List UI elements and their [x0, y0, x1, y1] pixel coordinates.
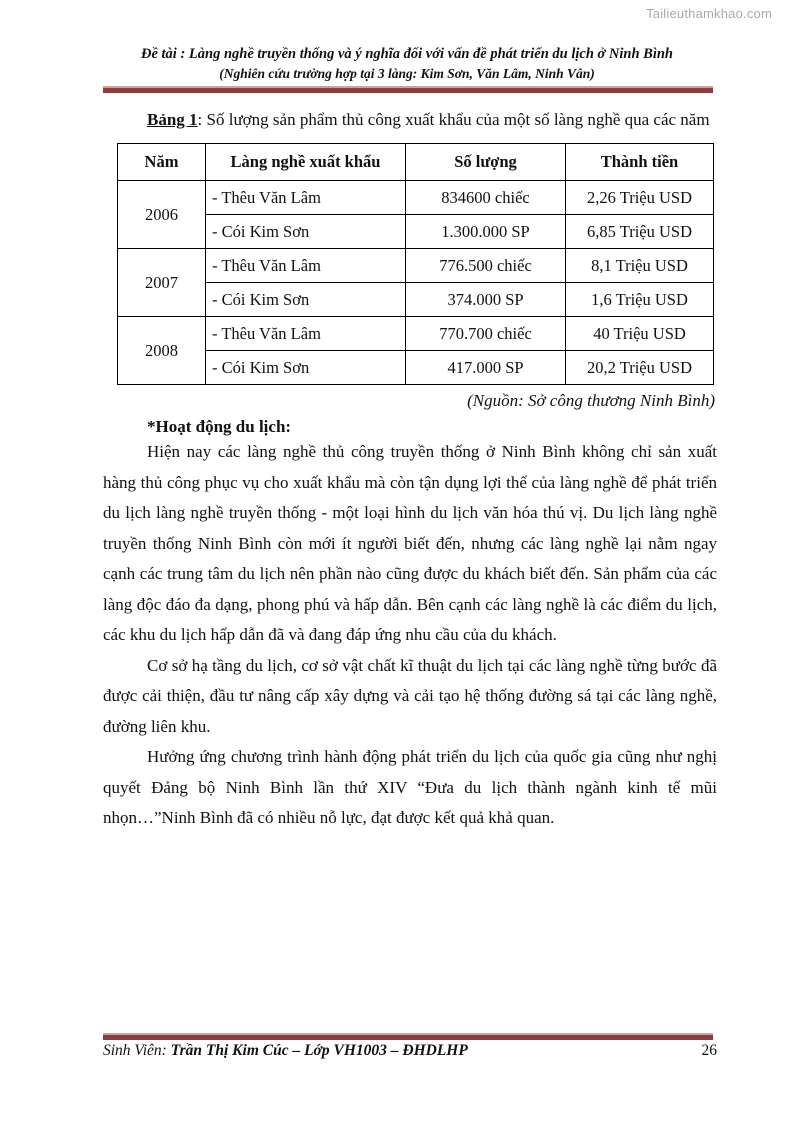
cell-village: - Cói Kim Sơn	[206, 351, 406, 385]
column-header-village: Làng nghề xuất khẩu	[206, 144, 406, 181]
table-row	[118, 317, 714, 351]
table-row	[118, 283, 714, 317]
table-row	[118, 181, 714, 215]
table-header-row	[118, 144, 714, 181]
cell-village: - Cói Kim Sơn	[206, 215, 406, 249]
body-paragraph-3: Hưởng ứng chương trình hành động phát triển du lịch của quốc gia cũng như nghị quyết Đảng bộ Ninh Bình lần thứ XIV “Đưa du lịch thành ngành kinh tế mũi nhọn…”Ninh Bình đã có nhiều nỗ lực, đạt được kết quả khả quan.	[103, 747, 717, 827]
table-caption-rest: : Số lượng sản phẩm thủ công xuất khẩu của một số làng nghề qua các năm	[197, 110, 710, 129]
table-row	[118, 351, 714, 385]
watermark-text: Tailieuthamkhao.com	[646, 6, 772, 21]
cell-village: - Thêu Văn Lâm	[206, 249, 406, 283]
table-row	[118, 215, 714, 249]
cell-village: - Cói Kim Sơn	[206, 283, 406, 317]
cell-quantity: 834600 chiếc	[406, 181, 566, 215]
running-header	[100, 44, 714, 84]
cell-amount: 20,2 Triệu USD	[566, 351, 714, 385]
export-products-table	[117, 143, 714, 385]
page-content	[103, 104, 717, 834]
header-rule	[103, 86, 713, 93]
cell-amount: 8,1 Triệu USD	[566, 249, 714, 283]
body-paragraph-1: Hiện nay các làng nghề thủ công truyền thống ở Ninh Bình không chỉ sản xuất hàng thủ công phục vụ cho xuất khẩu mà còn tận dụng lợi thế của làng nghề để phát triển du lịch làng nghề truyền thống - một loại hình du lịch văn hóa thú vị. Du lịch làng nghề truyền thống Ninh Bình còn mới ít người biết đến, nhưng các làng nghề lại nằm ngay cạnh các trung tâm du lịch nên phần nào cũng được du khách biết đến. Sản phẩm của các làng độc đáo đa dạng, phong phú và hấp dẫn. Bên cạnh các làng nghề là các điểm du lịch, các khu du lịch hấp dẫn đã và đang đáp ứng nhu cầu của du khách.	[103, 442, 717, 644]
cell-amount: 2,26 Triệu USD	[566, 181, 714, 215]
header-title-line1: Đề tài : Làng nghề truyền thống và ý nghĩa đối với vấn đề phát triển du lịch ở Ninh Bình	[141, 46, 673, 62]
body-paragraph-2: Cơ sở hạ tầng du lịch, cơ sở vật chất kĩ thuật du lịch tại các làng nghề từng bước đã được cải thiện, đầu tư nâng cấp xây dựng và cải tạo hệ thống đường sá tại các làng nghề, đường liên khu.	[103, 655, 717, 736]
cell-village: - Thêu Văn Lâm	[206, 181, 406, 215]
footer-rule	[103, 1033, 713, 1040]
cell-quantity: 1.300.000 SP	[406, 215, 566, 249]
cell-quantity: 776.500 chiếc	[406, 249, 566, 283]
cell-quantity: 770.700 chiếc	[406, 317, 566, 351]
cell-village: - Thêu Văn Lâm	[206, 317, 406, 351]
cell-amount: 6,85 Triệu USD	[566, 215, 714, 249]
column-header-year: Năm	[118, 144, 206, 181]
running-footer	[103, 1042, 717, 1060]
header-title-line2: (Nghiên cứu trường hợp tại 3 làng: Kim Sơn, Văn Lâm, Ninh Vân)	[219, 66, 595, 81]
footer-student-line	[103, 1042, 468, 1060]
column-header-amount: Thành tiền	[566, 144, 714, 181]
cell-amount: 1,6 Triệu USD	[566, 283, 714, 317]
footer-prefix: Sinh Viên:	[103, 1042, 171, 1059]
column-header-quantity: Số lượng	[406, 144, 566, 181]
cell-year: 2007	[118, 249, 206, 317]
table-caption	[103, 104, 717, 135]
footer-student-name: Trần Thị Kim Cúc – Lớp VH1003 – ĐHDLHP	[170, 1042, 468, 1059]
table-row	[118, 249, 714, 283]
table-source: (Nguồn: Sở công thương Ninh Bình)	[467, 391, 715, 410]
cell-year: 2006	[118, 181, 206, 249]
cell-quantity: 374.000 SP	[406, 283, 566, 317]
cell-quantity: 417.000 SP	[406, 351, 566, 385]
section-subheading: *Hoạt động du lịch:	[147, 417, 292, 436]
table-caption-label: Bảng 1	[147, 110, 198, 129]
page-number: 26	[701, 1042, 717, 1059]
cell-amount: 40 Triệu USD	[566, 317, 714, 351]
cell-year: 2008	[118, 317, 206, 385]
